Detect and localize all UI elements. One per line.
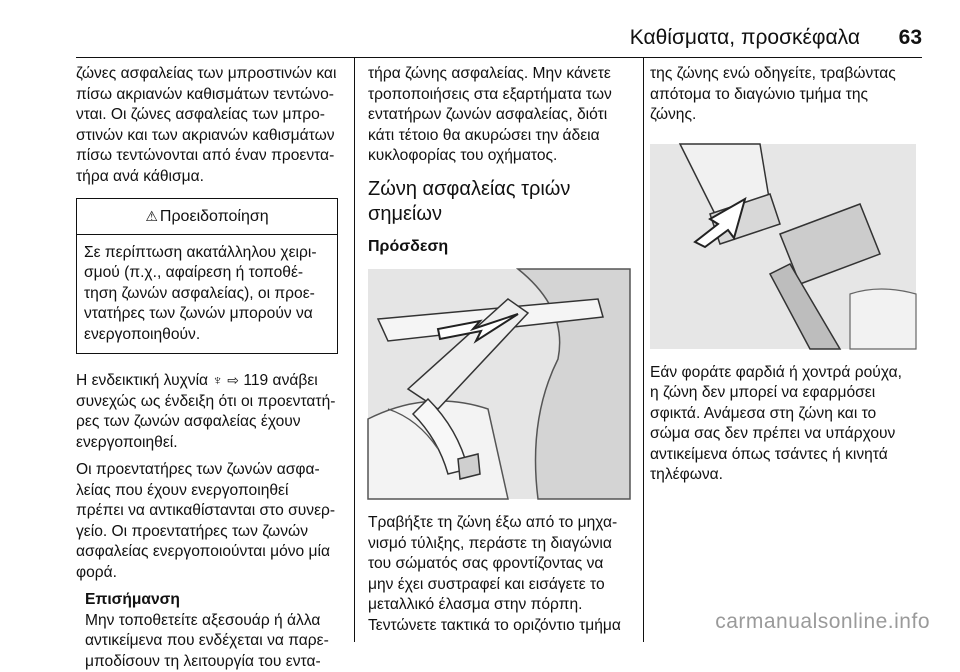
column-2 <box>368 64 630 643</box>
warning-triangle-icon: ⚠ <box>145 208 158 224</box>
seatbelt-buckle-illustration <box>650 144 916 349</box>
column-divider-1 <box>354 58 355 642</box>
header-title: Καθίσματα, προσκέφαλα <box>629 26 860 49</box>
page-number: 63 <box>898 26 922 49</box>
intro-paragraph: ζώνες ασφαλείας των μπροστινών και πίσω ακριανών καθισμάτων τεντώνο- νται. Οι ζώνες ασφαλείας των μπρο- στινών και των ακριανών καθισμάτων πίσω τεντώνονται από έναν προεντα- τήρα ανά κάθισμα. <box>76 65 337 185</box>
warning-title: Προειδοποίηση <box>159 208 269 225</box>
column-3 <box>650 64 922 493</box>
header-rule <box>76 57 922 58</box>
fastening-paragraph: Τραβήξτε τη ζώνη έξω από το μηχα- νισμό τύλιξης, περάστε τη διαγώνια του σώματός σας φροντίζοντας να μην έχει συστραφεί και εισάγετε το μεταλλικό έλασμα στην πόρπη. Τεντώνετε τακτικά το οριζόντιο τμήμα <box>368 514 621 634</box>
seatbelt-fastening-illustration <box>368 269 630 499</box>
column-1 <box>76 64 338 672</box>
continued-paragraph: τήρα ζώνης ασφαλείας. Μην κάνετε τροποποιήσεις στα εξαρτήματα των εντατήρων ζωνών ασφαλείας, διότι κάτι τέτοιο θα ακυρώσει την άδεια κυκλοφορίας του οχήματος. <box>368 65 612 164</box>
warning-header <box>77 199 337 235</box>
seatbelt-pretensioner-indicator-icon: ♆ <box>212 372 223 388</box>
section-heading: Ζώνη ασφαλείας τριών σημείων <box>368 177 571 225</box>
warning-box <box>76 198 338 354</box>
clothing-paragraph: Εάν φοράτε φαρδιά ή χοντρά ρούχα, η ζώνη δεν μπορεί να εφαρμόσει σφικτά. Ανάμεσα στη ζώνη και το σώμα σας δεν πρέπει να υπάρχουν αντικείμενα όπως τσάντες ή κινητά τηλέφωνα. <box>650 363 902 483</box>
note-title: Επισήμανση <box>85 591 180 608</box>
column-divider-2 <box>643 58 644 642</box>
warning-body: Σε περίπτωση ακατάλληλου χειρι- σμού (π.χ., αφαίρεση ή τοποθέ- τηση ζωνών ασφαλείας), οι προε- ντατήρες των ζωνών μπορούν να ενεργοποιηθούν. <box>84 243 317 343</box>
replacement-paragraph: Οι προεντατήρες των ζωνών ασφα- λείας που έχουν ενεργοποιηθεί πρέπει να αντικαθίστανται στο συνερ- γείο. Οι προεντατήρες των ζωνών ασφαλείας ενεργοποιούνται μόνο μία φορά. <box>76 461 336 581</box>
subsection-heading: Πρόσδεση <box>368 237 449 255</box>
continued-paragraph-3: της ζώνης ενώ οδηγείτε, τραβώντας απότομα το διαγώνιο τμήμα της ζώνης. <box>650 65 896 123</box>
note-block: Επισήμανση Μην τοποθετείτε αξεσουάρ ή άλλα αντικείμενα που ενδέχεται να παρε- μποδίσουν τη λειτουργία του εντα- <box>76 590 338 672</box>
indicator-ref-page[interactable]: 119 <box>243 372 269 389</box>
indicator-paragraph: Η ενδεικτική λυχνία ♆ ⇨ 119 ανάβει συνεχώς ως ένδειξη ότι οι προεντατή- ρες των ζωνών ασφαλείας έχουν ενεργοποιηθεί. <box>76 372 336 451</box>
page-reference-arrow-icon: ⇨ <box>227 372 239 388</box>
watermark: carmanualsonline.info <box>715 610 930 633</box>
